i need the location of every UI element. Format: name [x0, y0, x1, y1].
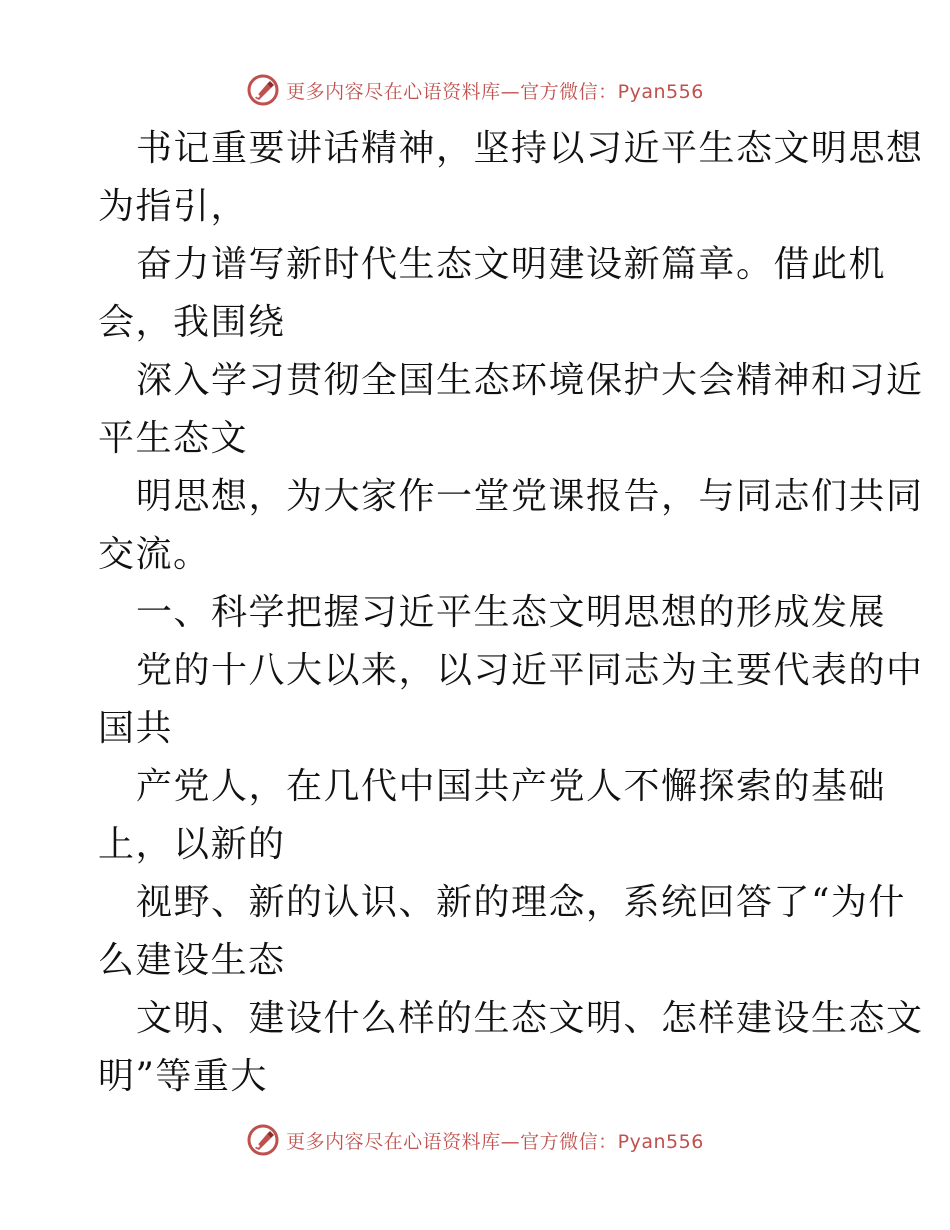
text-line: 奋力谱写新时代生态文明建设新篇章。借此机 — [136, 244, 887, 285]
watermark-site-text: 更多内容尽在心语资料库— — [286, 80, 521, 103]
text-line: 视野、新的认识、新的理念，系统回答了“为什 — [136, 882, 906, 923]
text-line: 么建设生态 — [98, 940, 286, 981]
text-line: 为指引， — [98, 186, 249, 227]
text-line: 文明、建设什么样的生态文明、怎样建设生态文 — [136, 998, 924, 1039]
text-line: 明”等重大 — [98, 1056, 268, 1097]
footer-watermark — [0, 1120, 950, 1160]
document-body — [98, 120, 924, 1106]
text-line: 交流。 — [98, 534, 211, 575]
watermark-wechat-text: 官方微信：Pyan556 — [520, 80, 704, 103]
text-line: 平生态文 — [98, 418, 249, 459]
header-watermark — [0, 70, 950, 110]
text-line: 上，以新的 — [98, 824, 286, 865]
text-line: 明思想，为大家作一堂党课报告，与同志们共同 — [136, 476, 924, 517]
pen-logo-icon — [246, 73, 280, 107]
text-line: 党的十八大以来，以习近平同志为主要代表的中 — [136, 650, 924, 691]
text-line: 国共 — [98, 708, 174, 749]
text-line: 书记重要讲话精神，坚持以习近平生态文明思想 — [136, 128, 924, 169]
text-line: 一、科学把握习近平生态文明思想的形成发展 — [136, 592, 887, 633]
text-line: 深入学习贯彻全国生态环境保护大会精神和习近 — [136, 360, 924, 401]
text-line: 产党人，在几代中国共产党人不懈探索的基础 — [136, 766, 887, 807]
watermark-site-text: 更多内容尽在心语资料库— — [286, 1130, 521, 1153]
pen-logo-icon — [246, 1123, 280, 1157]
watermark-wechat-text: 官方微信：Pyan556 — [520, 1130, 704, 1153]
text-line: 会，我围绕 — [98, 302, 286, 343]
